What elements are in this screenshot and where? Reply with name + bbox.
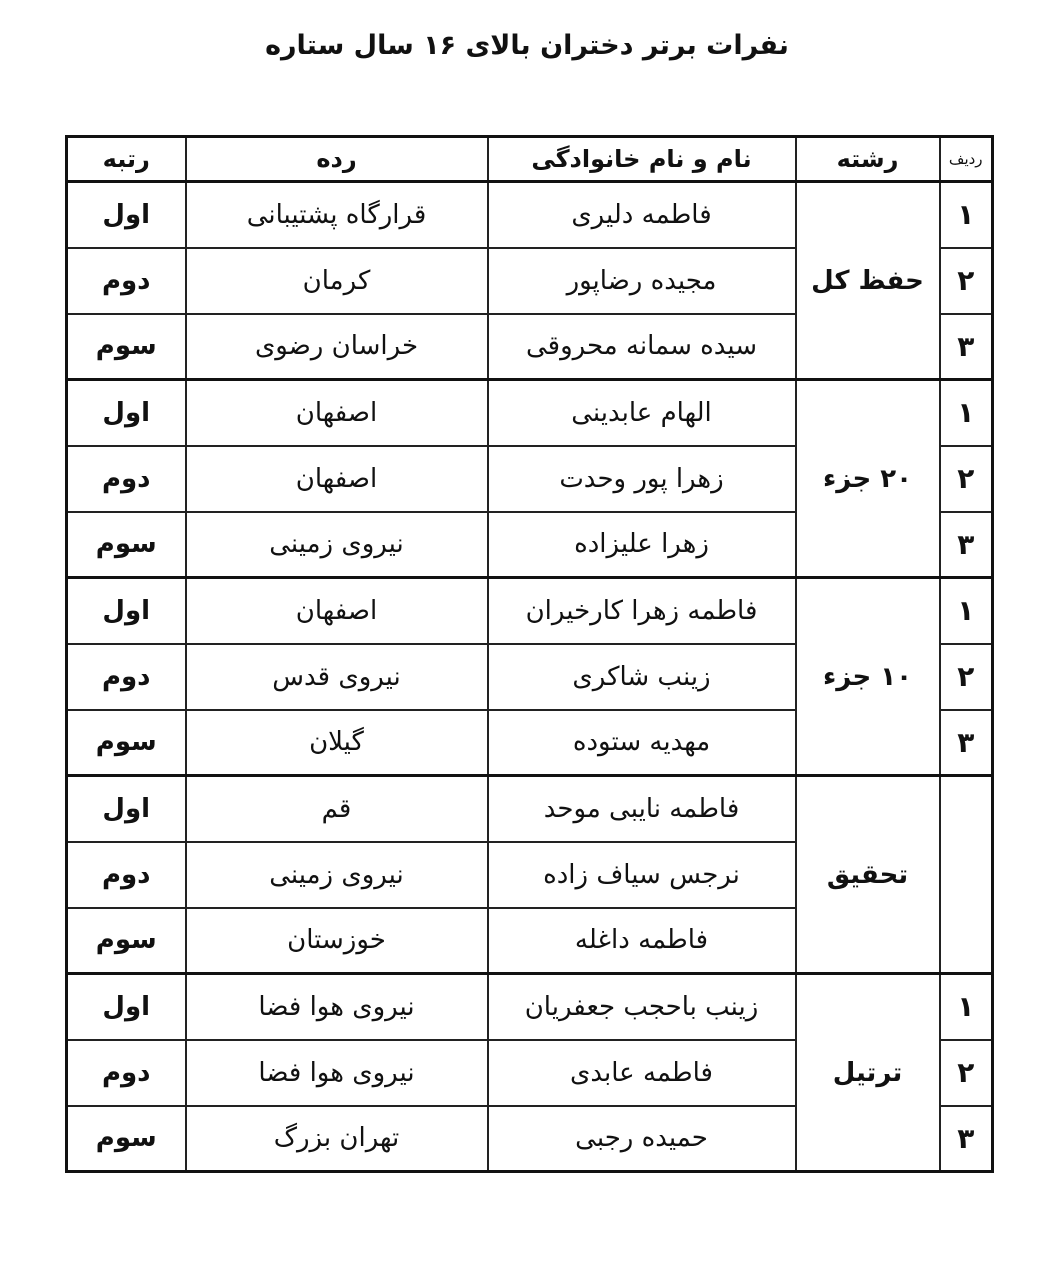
- row-number: ۳: [940, 710, 993, 776]
- rank-cell: سوم: [67, 512, 186, 578]
- header-field: رشته: [796, 137, 940, 182]
- results-table: [65, 135, 994, 1173]
- category-cell: اصفهان: [186, 446, 488, 512]
- rank-cell: دوم: [67, 248, 186, 314]
- row-number: ۱: [940, 578, 993, 644]
- category-cell: خوزستان: [186, 908, 488, 974]
- category-cell: قرارگاه پشتیبانی: [186, 182, 488, 248]
- name-cell: زینب باحجب جعفریان: [488, 974, 796, 1040]
- name-cell: زینب شاکری: [488, 644, 796, 710]
- name-cell: مجیده رضاپور: [488, 248, 796, 314]
- row-number: ۲: [940, 248, 993, 314]
- name-cell: فاطمه دلیری: [488, 182, 796, 248]
- category-cell: نیروی زمینی: [186, 842, 488, 908]
- rank-cell: سوم: [67, 710, 186, 776]
- name-cell: الهام عابدینی: [488, 380, 796, 446]
- row-number: ۱: [940, 380, 993, 446]
- field-cell: تحقیق: [796, 776, 940, 974]
- field-cell: ۲۰ جزء: [796, 380, 940, 578]
- category-cell: نیروی هوا فضا: [186, 974, 488, 1040]
- row-number: ۳: [940, 314, 993, 380]
- row-number: ۲: [940, 644, 993, 710]
- header-row-number: ردیف: [940, 137, 993, 182]
- table-row: [67, 380, 993, 446]
- name-cell: زهرا پور وحدت: [488, 446, 796, 512]
- name-cell: زهرا علیزاده: [488, 512, 796, 578]
- category-cell: اصفهان: [186, 578, 488, 644]
- rank-cell: سوم: [67, 908, 186, 974]
- rank-cell: اول: [67, 182, 186, 248]
- field-cell: ۱۰ جزء: [796, 578, 940, 776]
- rank-cell: سوم: [67, 1106, 186, 1172]
- page-title: نفرات برتر دختران بالای ۱۶ سال ستاره: [265, 30, 789, 61]
- row-number: ۳: [940, 1106, 993, 1172]
- category-cell: تهران بزرگ: [186, 1106, 488, 1172]
- rank-cell: اول: [67, 776, 186, 842]
- category-cell: کرمان: [186, 248, 488, 314]
- name-cell: فاطمه زهرا کارخیران: [488, 578, 796, 644]
- rank-cell: اول: [67, 578, 186, 644]
- header-rank: رتبه: [67, 137, 186, 182]
- name-cell: فاطمه عابدی: [488, 1040, 796, 1106]
- rank-cell: دوم: [67, 446, 186, 512]
- table-row: [67, 182, 993, 248]
- name-cell: حمیده رجبی: [488, 1106, 796, 1172]
- table-row: [67, 776, 993, 842]
- rank-cell: اول: [67, 974, 186, 1040]
- name-cell: فاطمه نایبی موحد: [488, 776, 796, 842]
- category-cell: گیلان: [186, 710, 488, 776]
- header-name: نام و نام خانوادگی: [488, 137, 796, 182]
- category-cell: خراسان رضوی: [186, 314, 488, 380]
- name-cell: مهدیه ستوده: [488, 710, 796, 776]
- rank-cell: دوم: [67, 644, 186, 710]
- rank-cell: سوم: [67, 314, 186, 380]
- category-cell: نیروی قدس: [186, 644, 488, 710]
- category-cell: اصفهان: [186, 380, 488, 446]
- row-number: ۱: [940, 974, 993, 1040]
- field-cell: ترتیل: [796, 974, 940, 1172]
- name-cell: سیده سمانه محروقی: [488, 314, 796, 380]
- header-category: رده: [186, 137, 488, 182]
- table-row: [67, 578, 993, 644]
- name-cell: نرجس سیاف زاده: [488, 842, 796, 908]
- name-cell: فاطمه داغله: [488, 908, 796, 974]
- row-number-empty: [940, 776, 993, 974]
- header-row: [67, 137, 993, 182]
- row-number: ۲: [940, 1040, 993, 1106]
- row-number: ۳: [940, 512, 993, 578]
- row-number: ۱: [940, 182, 993, 248]
- category-cell: قم: [186, 776, 488, 842]
- row-number: ۲: [940, 446, 993, 512]
- category-cell: نیروی زمینی: [186, 512, 488, 578]
- rank-cell: دوم: [67, 1040, 186, 1106]
- field-cell: حفظ کل: [796, 182, 940, 380]
- table-row: [67, 974, 993, 1040]
- rank-cell: اول: [67, 380, 186, 446]
- rank-cell: دوم: [67, 842, 186, 908]
- category-cell: نیروی هوا فضا: [186, 1040, 488, 1106]
